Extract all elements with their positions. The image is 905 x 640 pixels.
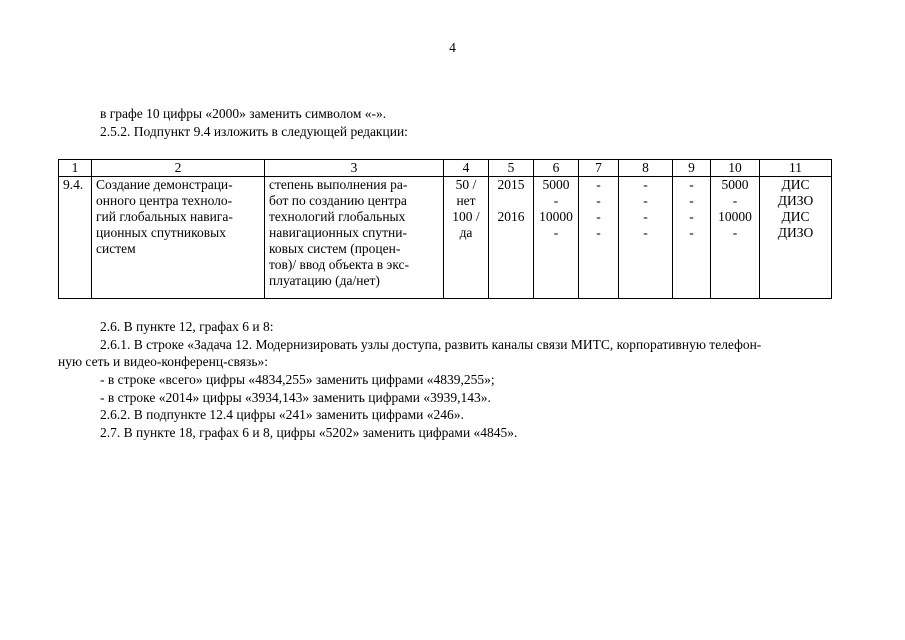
indicator-line: навигационных спутни- bbox=[269, 225, 407, 240]
item-name-line: ционных спутниковых bbox=[96, 225, 226, 240]
paragraph-2-6-1-line-1: 2.6.1. В строке «Задача 12. Модернизировать узлы доступа, развить каналы связи МИТС, корпоративную телефон- bbox=[100, 337, 762, 352]
col4-cell bbox=[444, 177, 489, 299]
table-row bbox=[59, 177, 832, 299]
col9-value: - bbox=[689, 209, 694, 224]
indicator-line: тов)/ ввод объекта в экс- bbox=[269, 257, 410, 272]
page-number: 4 bbox=[449, 40, 456, 55]
col10-cell bbox=[711, 177, 760, 299]
col6-value: - bbox=[553, 193, 559, 208]
item-name-line: онного центра техноло- bbox=[96, 193, 233, 208]
indicator-cell bbox=[265, 177, 444, 299]
header-cell-10: 10 bbox=[711, 160, 760, 177]
executor-cell bbox=[760, 177, 832, 299]
header-cell-6: 6 bbox=[534, 160, 579, 177]
amendment-table bbox=[58, 159, 832, 299]
header-cell-9: 9 bbox=[673, 160, 711, 177]
col6-value: - bbox=[553, 225, 559, 240]
col9-value: - bbox=[689, 225, 694, 240]
col7-value: - bbox=[596, 209, 601, 224]
col8-value: - bbox=[643, 193, 648, 208]
item-name-line: гий глобальных навига- bbox=[96, 209, 233, 224]
year-value: 2015 bbox=[497, 177, 525, 192]
col6-value: 5000 bbox=[542, 177, 570, 192]
col10-value: 5000 bbox=[721, 177, 749, 192]
header-cell-11: 11 bbox=[760, 160, 832, 177]
header-cell-7: 7 bbox=[579, 160, 619, 177]
col6-cell bbox=[534, 177, 579, 299]
col4-value: 50 / bbox=[455, 177, 477, 192]
col6-value: 10000 bbox=[539, 209, 573, 224]
col9-value: - bbox=[689, 177, 694, 192]
intro-line-2: 2.5.2. Подпункт 9.4 изложить в следующей редакции: bbox=[100, 124, 408, 139]
col9-cell bbox=[673, 177, 711, 299]
executor-value: ДИС bbox=[781, 177, 810, 192]
paragraph-2014-row: - в строке «2014» цифры «3934,143» заменить цифрами «3939,143». bbox=[100, 390, 491, 405]
col9-value: - bbox=[689, 193, 694, 208]
item-name-line: систем bbox=[96, 241, 136, 256]
intro-line-1: в графе 10 цифры «2000» заменить символом «-». bbox=[100, 106, 387, 121]
indicator-line: ковых систем (процен- bbox=[269, 241, 401, 256]
header-cell-8: 8 bbox=[619, 160, 673, 177]
year-cell bbox=[489, 177, 534, 299]
indicator-line: технологий глобальных bbox=[269, 209, 406, 224]
col4-value: нет bbox=[456, 193, 476, 208]
indicator-line: бот по созданию центра bbox=[269, 193, 407, 208]
col4-value: да bbox=[459, 225, 473, 240]
executor-value: ДИЗО bbox=[777, 193, 814, 208]
executor-value: ДИЗО bbox=[777, 225, 814, 240]
item-name-cell bbox=[92, 177, 265, 299]
col7-cell bbox=[579, 177, 619, 299]
col10-value: - bbox=[732, 225, 738, 240]
table-header-row bbox=[59, 160, 832, 177]
header-cell-1: 1 bbox=[59, 160, 92, 177]
header-cell-4: 4 bbox=[444, 160, 489, 177]
header-cell-3: 3 bbox=[265, 160, 444, 177]
col8-cell bbox=[619, 177, 673, 299]
col4-value: 100 / bbox=[452, 209, 480, 224]
col7-value: - bbox=[596, 193, 601, 208]
col8-value: - bbox=[643, 177, 648, 192]
item-name-line: Создание демонстраци- bbox=[96, 177, 233, 192]
col10-value: 10000 bbox=[718, 209, 752, 224]
col8-value: - bbox=[643, 225, 648, 240]
executor-value: ДИС bbox=[781, 209, 810, 224]
col7-value: - bbox=[596, 225, 601, 240]
indicator-line: плуатацию (да/нет) bbox=[269, 273, 380, 288]
col8-value: - bbox=[643, 209, 648, 224]
year-value: 2016 bbox=[497, 209, 525, 224]
paragraph-2-7: 2.7. В пункте 18, графах 6 и 8, цифры «5202» заменить цифрами «4845». bbox=[100, 425, 518, 440]
paragraph-2-6: 2.6. В пункте 12, графах 6 и 8: bbox=[100, 319, 274, 334]
col7-value: - bbox=[596, 177, 601, 192]
paragraph-2-6-2: 2.6.2. В подпункте 12.4 цифры «241» заменить цифрами «246». bbox=[100, 407, 464, 422]
row-number: 9.4. bbox=[59, 177, 92, 299]
indicator-line: степень выполнения ра- bbox=[269, 177, 408, 192]
spacer bbox=[493, 193, 529, 209]
paragraph-total-row: - в строке «всего» цифры «4834,255» заменить цифрами «4839,255»; bbox=[100, 372, 495, 387]
header-cell-2: 2 bbox=[92, 160, 265, 177]
header-cell-5: 5 bbox=[489, 160, 534, 177]
paragraph-2-6-1-line-2: ную сеть и видео-конференц-связь»: bbox=[58, 354, 268, 369]
col10-value: - bbox=[732, 193, 738, 208]
